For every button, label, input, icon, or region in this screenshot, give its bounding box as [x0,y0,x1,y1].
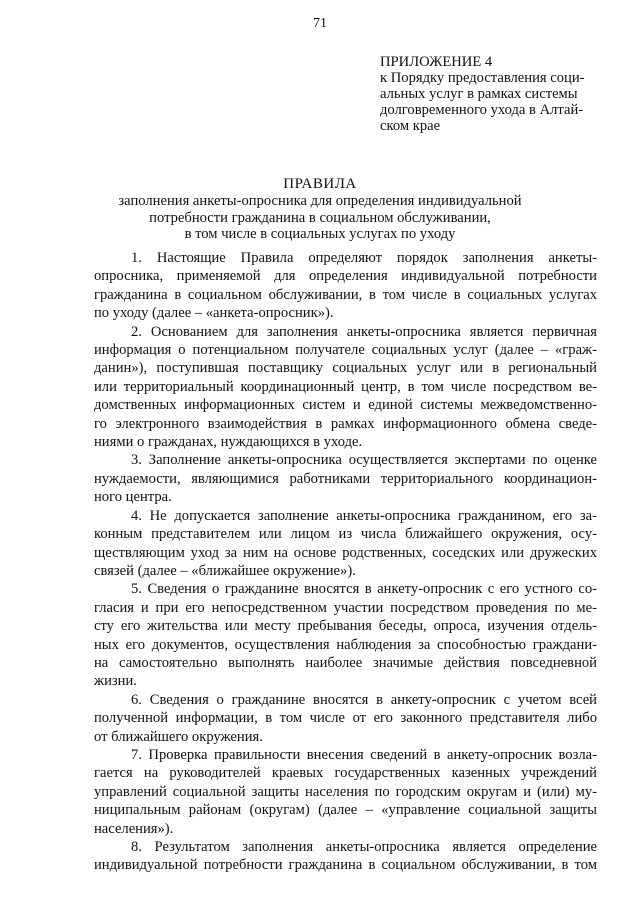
paragraph-4 [94,507,597,581]
paragraph-5 [94,580,597,690]
subtitle-line: потребности гражданина в социальном обслуживании, [149,209,491,226]
appendix-line: долговременного ухода в Алтай- [380,102,584,118]
appendix-title: ПРИЛОЖЕНИЕ 4 [380,54,493,70]
rules-title: ПРАВИЛА [283,176,357,192]
paragraph-line: ного центра. [94,489,172,506]
paragraph-line: ществляющим уход за ним на основе родственных, соседских или дружеских [94,544,597,561]
paragraph-line: на самостоятельно выполнять наиболее значимые действия повседневной [94,654,597,671]
paragraph-line: 8. Результатом заполнения анкеты-опросника является определение [131,839,597,855]
appendix-header [380,54,605,134]
paragraph-line: гласия и при его непосредственном участии посредством проведения по ме- [94,599,597,616]
paragraph-line: данин»), поступившая поставщику социальных услуг или в региональный [94,360,597,377]
subtitle-line: в том числе в социальных услугах по уходу [184,226,456,242]
paragraph-line: 1. Настоящие Правила определяют порядок заполнения анкеты- [131,250,597,266]
paragraph-6 [94,691,597,746]
rules-subtitle [0,193,640,243]
paragraph-line: 7. Проверка правильности внесения сведений в анкету-опросник возла- [131,746,597,763]
paragraph-line: населения»). [94,820,174,837]
paragraph-line: или территориальный координационный центр, в том числе посредством ве- [94,378,597,395]
paragraph-line: домственных информационных систем и единой системы межведомственно- [94,397,597,414]
paragraph-line: 2. Основанием для заполнения анкеты-опросника является первичная [131,323,597,340]
document-body [94,249,597,875]
appendix-line: к Порядку предоставления соци- [380,70,585,86]
paragraph-line: индивидуальной потребности гражданина в социальном обслуживании, в том [94,857,597,874]
paragraph-line: конным представителем или лицом из числа ближайшего окружения, осу- [94,526,597,543]
paragraph-line: гается на руководителей краевых государственных казенных учреждений [94,765,597,782]
paragraph-line: ных его документов, осуществления наблюдения за способностью граждани- [94,636,597,653]
paragraph-line: управлений социальной защиты населения по городским округам и (или) му- [94,783,597,800]
paragraph-line: жизни. [94,673,137,690]
paragraph-3 [94,451,597,506]
paragraph-line: по уходу (далее – «анкета-опросник»). [94,305,334,322]
paragraph-line: полученной информации, в том числе от его законного представителя либо [94,710,597,727]
paragraph-2 [94,323,597,452]
paragraph-line: нуждаемости, являющимися работниками территориального координацион- [94,470,597,487]
page-number: 71 [313,16,327,31]
paragraph-1 [94,249,597,323]
paragraph-line: ниями о гражданах, нуждающихся в уходе. [94,434,363,451]
paragraph-line: сту его жительства или месту пребывания беседы, опроса, изучения отдель- [94,618,597,635]
paragraph-line: гражданина в социальном обслуживании, в том числе в социальных услугах [94,286,597,303]
appendix-line: ском крае [380,118,441,134]
paragraph-7 [94,746,597,838]
paragraph-line: 6. Сведения о гражданине вносятся в анкету-опросник с учетом всей [131,691,597,708]
paragraph-line: опросника, применяемой для определения индивидуальной потребности [94,268,597,285]
paragraph-line: ниципальным районам (округам) (далее – «управление социальной защиты [94,802,597,819]
paragraph-line: связей (далее – «ближайшее окружение»). [94,562,356,579]
paragraph-line: 5. Сведения о гражданине вносятся в анкету-опросник с его устного со- [131,581,597,598]
paragraph-line: 4. Не допускается заполнение анкеты-опросника гражданином, его за- [131,507,597,524]
paragraph-line: информация о потенциальном получателе социальных услуг (далее – «граж- [94,342,597,359]
paragraph-line: го электронного взаимодействия в рамках информационного обмена сведе- [94,415,597,432]
subtitle-line: заполнения анкеты-опросника для определения индивидуальной [118,193,522,209]
appendix-line: альных услуг в рамках системы [380,86,578,102]
paragraph-line: от ближайшего окружения. [94,728,263,745]
paragraph-8 [94,838,597,875]
paragraph-line: 3. Заполнение анкеты-опросника осуществляется экспертами по оценке [131,452,597,469]
